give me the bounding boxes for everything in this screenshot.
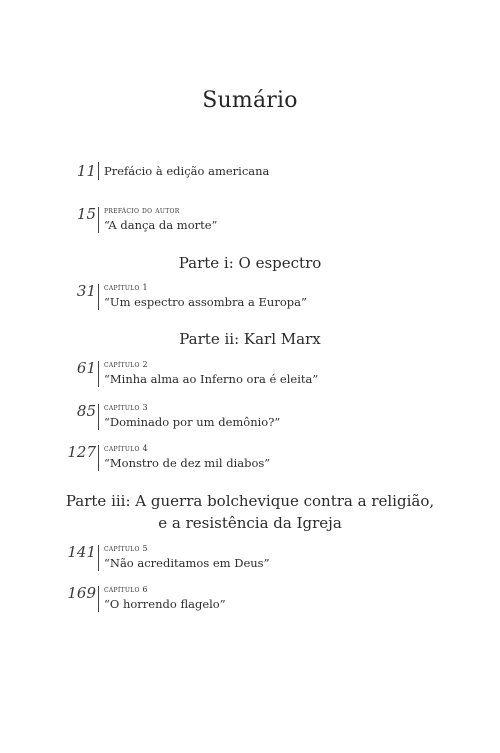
entry-kicker: capítulo 4 [104,444,148,453]
part-heading-line: Parte iii: A guerra bolchevique contra a religião, [65,492,435,510]
entry-title: “O horrendo flagelo” [104,597,226,611]
part-heading-line: Parte ii: Karl Marx [179,330,321,348]
vertical-rule [98,361,99,387]
part-heading-3 [0,490,500,534]
toc-entry-chapter-4[interactable] [0,443,500,473]
vertical-rule [98,162,99,180]
page-number: 141 [67,543,96,561]
entry-title: “A dança da morte” [104,218,218,232]
vertical-rule [98,586,99,612]
entry-title: “Monstro de dez mil diabos” [104,456,271,470]
entry-kicker: capítulo 3 [104,403,148,412]
toc-entry-preface-american-edition[interactable] [0,162,500,180]
entry-title: “Dominado por um demônio?” [104,415,281,429]
page-number: 31 [76,282,96,300]
part-heading-1 [0,252,500,274]
entry-text [104,162,269,180]
entry-text [104,205,217,233]
vertical-rule [98,284,99,310]
vertical-rule [98,545,99,571]
page-number: 15 [76,205,96,223]
toc-entry-chapter-6[interactable] [0,584,500,614]
entry-title: “Não acreditamos em Deus” [104,556,270,570]
part-heading-line: Parte i: O espectro [178,254,322,272]
toc-entry-chapter-2[interactable] [0,359,500,389]
part-heading-line: e a resistência da Igreja [158,514,342,532]
entry-text [104,443,270,471]
entry-kicker: capítulo 2 [104,360,148,369]
entry-text [104,402,280,430]
entry-kicker: prefácio do autor [104,206,180,215]
entry-title: Prefácio à edição americana [104,164,270,178]
toc-entry-chapter-5[interactable] [0,543,500,573]
page-number: 85 [76,402,96,420]
vertical-rule [98,445,99,471]
toc-entry-chapter-1[interactable] [0,282,500,312]
page-number: 169 [67,584,96,602]
entry-kicker: capítulo 1 [104,283,148,292]
page-title: Sumário [202,88,298,113]
entry-title: “Um espectro assombra a Europa” [104,295,307,309]
entry-title: “Minha alma ao Inferno ora é eleita” [104,372,319,386]
vertical-rule [98,404,99,430]
entry-text [104,282,307,310]
page-number: 127 [67,443,96,461]
toc-entry-author-preface[interactable] [0,205,500,235]
page-number: 11 [76,162,96,180]
vertical-rule [98,207,99,233]
entry-kicker: capítulo 5 [104,544,148,553]
entry-text [104,543,269,571]
entry-text [104,359,318,387]
toc-entry-chapter-3[interactable] [0,402,500,432]
entry-text [104,584,226,612]
entry-kicker: capítulo 6 [104,585,148,594]
page-number: 61 [76,359,96,377]
part-heading-2 [0,328,500,350]
